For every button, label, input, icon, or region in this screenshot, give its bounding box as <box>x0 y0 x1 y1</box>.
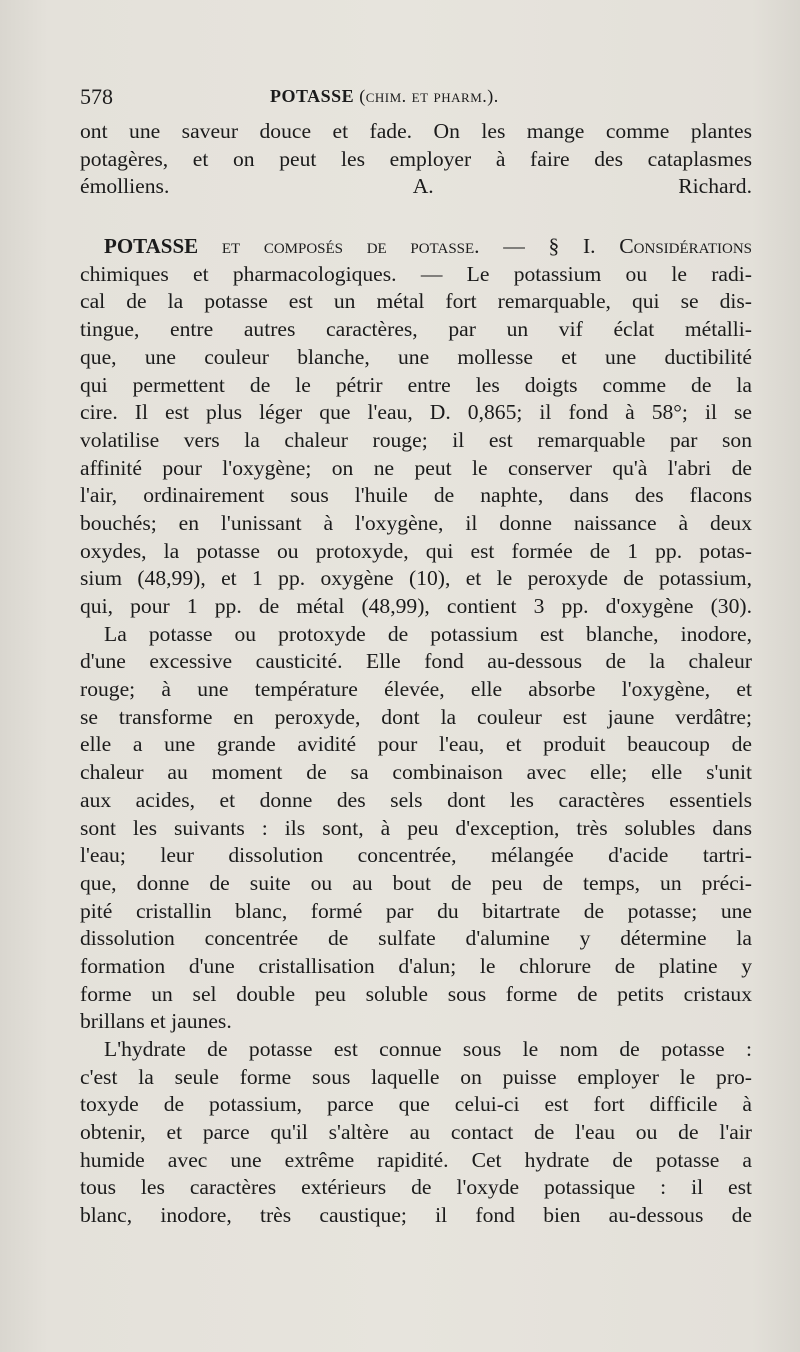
text-line: pité cristallin blanc, formé par du bitartrate de potasse; une <box>80 898 752 923</box>
text-line: dissolution concentrée de sulfate d'alumine y détermine la <box>80 926 752 951</box>
running-title <box>270 86 499 107</box>
text-line: rouge; à une température élevée, elle absorbe l'oxygène, et <box>80 677 752 702</box>
text-line-signature: émolliens. A. Richard. <box>80 174 752 199</box>
body-text <box>80 118 752 1230</box>
text-line: tingue, entre autres caractères, par un vif éclat métalli- <box>80 317 752 342</box>
text-line: blanc, inodore, très caustique; il fond bien au-dessous de <box>80 1203 752 1228</box>
running-title-subtitle: (chim. et pharm.). <box>359 86 499 106</box>
text-line: volatilise vers la chaleur rouge; il est remarquable par son <box>80 427 752 452</box>
text-line: formation d'une cristallisation d'alun; le chlorure de platine y <box>80 953 752 978</box>
text-line: toxyde de potassium, parce que celui-ci est fort difficile à <box>80 1092 752 1117</box>
text-line: cire. Il est plus léger que l'eau, D. 0,865; il fond à 58°; il se <box>80 400 752 425</box>
text-line: chaleur au moment de sa combinaison avec elle; elle s'unit <box>80 760 752 785</box>
text-line: c'est la seule forme sous laquelle on puisse employer le pro- <box>80 1064 752 1089</box>
text-line: aux acides, et donne des sels dont les caractères essentiels <box>80 787 752 812</box>
page-number: 578 <box>80 84 113 109</box>
text-line: oxydes, la potasse ou protoxyde, qui est formée de 1 pp. potas- <box>80 538 752 563</box>
text-line: l'air, ordinairement sous l'huile de naphte, dans des flacons <box>80 483 752 508</box>
text-line: qui permettent de le pétrir entre les doigts comme de la <box>80 372 752 397</box>
text-line: potagères, et on peut les employer à faire des cataplasmes <box>80 146 752 171</box>
text-line: ont une saveur douce et fade. On les mange comme plantes <box>80 119 752 143</box>
text-line: que, donne de suite ou au bout de peu de temps, un préci- <box>80 870 752 895</box>
text-line: affinité pour l'oxygène; on ne peut le conserver qu'à l'abri de <box>80 455 752 480</box>
running-title-main: POTASSE <box>270 86 355 106</box>
text-line: brillans et jaunes. <box>80 1009 232 1034</box>
text-line: elle a une grande avidité pour l'eau, et produit beaucoup de <box>80 732 752 757</box>
text-line: forme un sel double peu soluble sous forme de petits cristaux <box>80 981 752 1006</box>
text-line: d'une excessive causticité. Elle fond au-dessous de la chaleur <box>80 649 752 674</box>
text-line: qui, pour 1 pp. de métal (48,99), contient 3 pp. d'oxygène (30). <box>80 594 752 618</box>
text-line: sont les suivants : ils sont, à peu d'exception, très solubles dans <box>80 815 752 840</box>
text-line: obtenir, et parce qu'il s'altère au contact de l'eau ou de l'air <box>80 1120 752 1145</box>
text-line: que, une couleur blanche, une mollesse et une ductibilité <box>80 344 752 369</box>
text-line: L'hydrate de potasse est connue sous le nom de potasse : <box>104 1037 752 1061</box>
text-line: bouchés; en l'unissant à l'oxygène, il donne naissance à deux <box>80 510 752 535</box>
text-line: cal de la potasse est un métal fort remarquable, qui se dis- <box>80 289 752 314</box>
entry-heading-rest: et composés de potasse. — § I. Considérations <box>198 234 752 259</box>
text-line: sium (48,99), et 1 pp. oxygène (10), et le peroxyde de potassium, <box>80 566 752 591</box>
text-line: La potasse ou protoxyde de potassium est blanche, inodore, <box>104 621 752 646</box>
text-line: se transforme en peroxyde, dont la couleur est jaune verdâtre; <box>80 704 752 729</box>
page-header <box>80 84 750 114</box>
text-line: l'eau; leur dissolution concentrée, mélangée d'acide tartri- <box>80 843 752 868</box>
text-line: tous les caractères extérieurs de l'oxyde potassique : il est <box>80 1175 752 1200</box>
text-line: chimiques et pharmacologiques. — Le potassium ou le radi- <box>80 261 752 286</box>
entry-headword: POTASSE <box>104 234 199 259</box>
text-line: humide avec une extrême rapidité. Cet hydrate de potasse a <box>80 1147 752 1172</box>
entry-heading-line <box>80 233 752 261</box>
